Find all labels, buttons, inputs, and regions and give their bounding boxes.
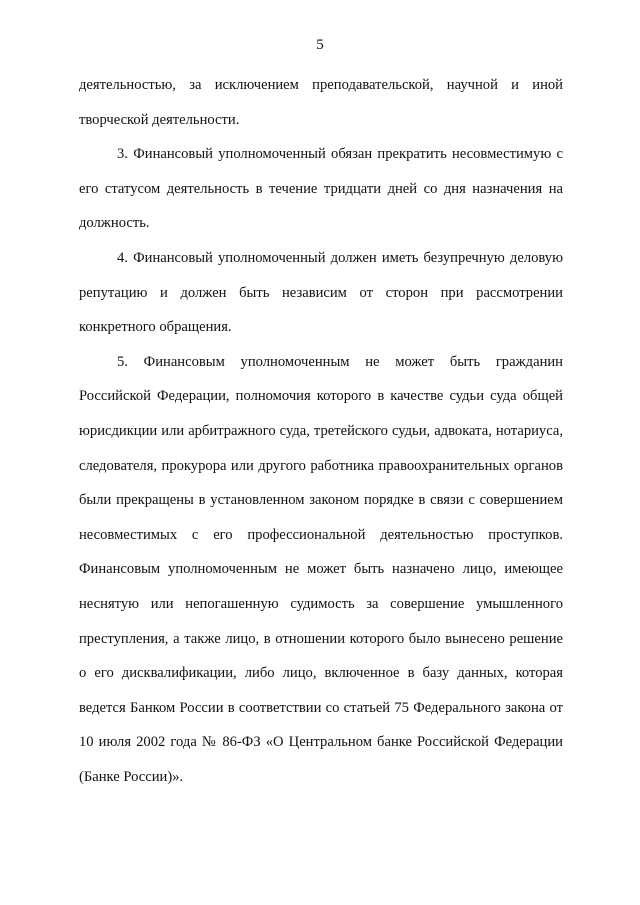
document-body <box>79 68 563 794</box>
paragraph-5: 5. Финансовым уполномоченным не может быть гражданин Российской Федерации, полномочия которого в качестве судьи суда общей юрисдикции или арбитражного суда, третейского судьи, адвоката, нотариуса, следователя, прокурора или другого работника правоохранительных органов были прекращены в установленном законом порядке в связи с совершением несовместимых с его профессиональной деятельностью проступков. Финансовым уполномоченным не может быть назначено лицо, имеющее неснятую или непогашенную судимость за совершение умышленного преступления, а также лицо, в отношении которого было вынесено решение о его дисквалификации, либо лицо, включенное в базу данных, которая ведется Банком России в соответствии со статьей 75 Федерального закона от 10 июля 2002 года № 86-ФЗ «О Центральном банке Российской Федерации (Банке России)». <box>79 353 563 785</box>
page-number: 5 <box>316 37 324 53</box>
paragraph-continuation: деятельностью, за исключением преподавательской, научной и иной творческой деятельности. <box>79 77 563 128</box>
paragraph-4: 4. Финансовый уполномоченный должен иметь безупречную деловую репутацию и должен быть независим от сторон при рассмотрении конкретного обращения. <box>79 249 563 336</box>
paragraph-3: 3. Финансовый уполномоченный обязан прекратить несовместимую с его статусом деятельность в течение тридцати дней со дня назначения на должность. <box>79 146 563 232</box>
